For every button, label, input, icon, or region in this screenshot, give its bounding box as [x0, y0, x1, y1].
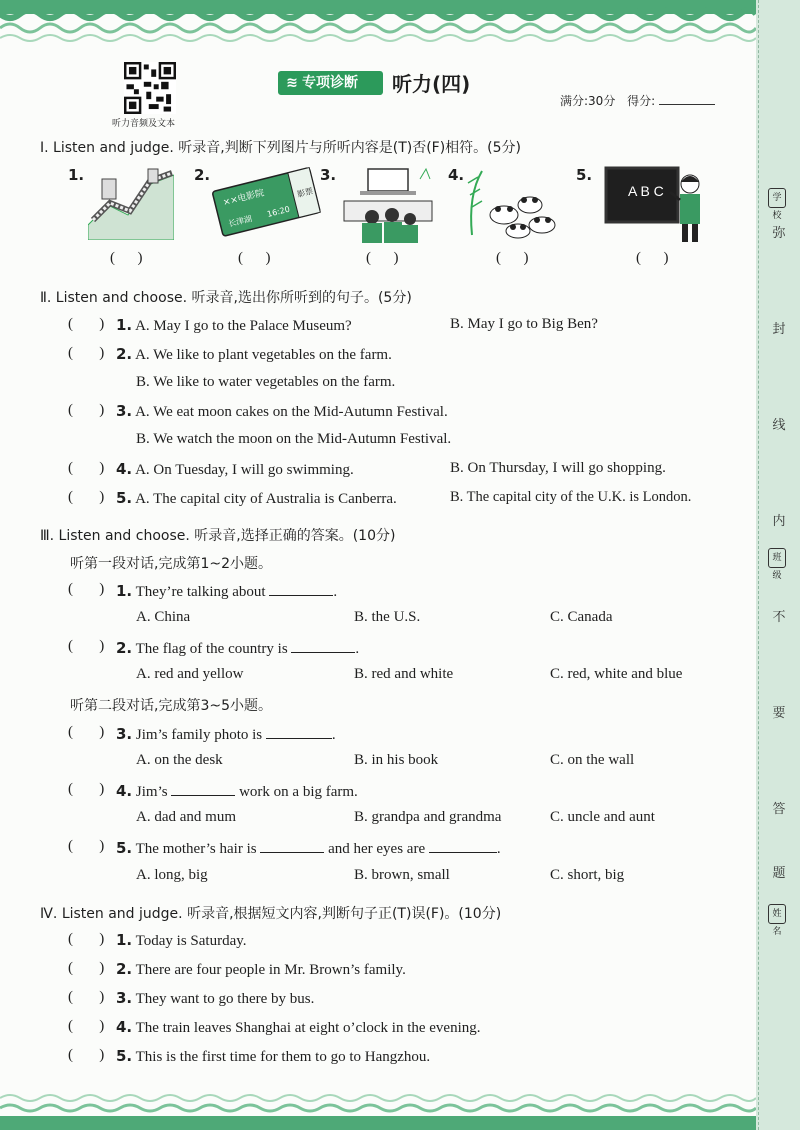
- answer-blank[interactable]: ( ): [496, 250, 529, 266]
- option-b: B. in his book: [354, 752, 439, 768]
- answer-blank[interactable]: ( ): [68, 989, 105, 1005]
- margin-char: 弥: [772, 226, 786, 241]
- option-c: C. short, big: [550, 867, 625, 883]
- margin-char: 封: [772, 322, 786, 337]
- option-b: B. We watch the moon on the Mid-Autumn Festival.: [136, 431, 452, 447]
- dialogue-2-instruction: 听第二段对话,完成第3~5小题。: [70, 698, 272, 714]
- section-1-heading: Ⅰ. Listen and judge. 听录音,判断下列图片与所听内容是(T)否(F)相符。(5分): [40, 140, 522, 156]
- margin-school-box: 学校: [768, 188, 786, 208]
- answer-blank[interactable]: ( ): [110, 250, 143, 266]
- option-b: B. red and white: [354, 666, 454, 682]
- margin-char: 不: [772, 610, 786, 625]
- question-2-4: 4. A. On Tuesday, I will go swimming.: [116, 460, 354, 478]
- statement-4-1: 1. Today is Saturday.: [116, 931, 247, 949]
- answer-blank[interactable]: ( ): [68, 345, 105, 361]
- question-3-4: 4. Jim’s work on a big farm.: [116, 782, 358, 800]
- answer-blank[interactable]: ( ): [238, 250, 271, 266]
- option-a: A. dad and mum: [136, 809, 236, 825]
- ticket-time: 16:20: [266, 204, 291, 219]
- option-b: B. the U.S.: [354, 609, 421, 625]
- picture-number: 2.: [194, 166, 211, 184]
- great-wall-picture: [88, 165, 174, 240]
- answer-blank[interactable]: ( ): [68, 960, 105, 976]
- answer-blank[interactable]: ( ): [68, 724, 105, 740]
- ticket-stub: 影票: [296, 186, 315, 200]
- pandas-picture: [462, 165, 562, 243]
- page-title: 听力(四): [392, 72, 471, 96]
- option-b: B. May I go to Big Ben?: [450, 316, 598, 332]
- classroom-tv-picture: [340, 165, 436, 245]
- margin-char: 要: [772, 706, 786, 721]
- section-badge: [278, 71, 383, 95]
- margin-char: 线: [772, 418, 786, 433]
- statement-4-4: 4. The train leaves Shanghai at eight o’clock in the evening.: [116, 1018, 481, 1036]
- question-3-3: 3. Jim’s family photo is .: [116, 725, 336, 743]
- option-b: B. The capital city of the U.K. is London.: [450, 489, 692, 505]
- option-b: B. On Thursday, I will go shopping.: [450, 460, 666, 476]
- answer-blank[interactable]: ( ): [68, 489, 105, 505]
- option-a: A. China: [136, 609, 191, 625]
- board-letters: A B C: [628, 183, 664, 199]
- margin-char: 答: [772, 802, 786, 817]
- margin-char: 题: [772, 866, 786, 881]
- option-a: A. red and yellow: [136, 666, 244, 682]
- ticket-cinema: ××电影院: [222, 188, 266, 209]
- cut-line: [758, 0, 760, 1130]
- top-wave-border: [0, 0, 756, 46]
- score-full: 满分:30分: [560, 94, 616, 108]
- picture-number: 4.: [448, 166, 465, 184]
- statement-4-3: 3. They want to go there by bus.: [116, 989, 315, 1007]
- picture-number: 5.: [576, 166, 593, 184]
- qr-caption: 听力音频及文本: [112, 119, 176, 129]
- question-3-5: 5. The mother’s hair is and her eyes are .: [116, 839, 501, 857]
- movie-ticket-picture: [210, 165, 322, 237]
- question-3-2: 2. The flag of the country is .: [116, 639, 360, 657]
- margin-name-box: 姓名: [768, 904, 786, 924]
- answer-blank[interactable]: ( ): [636, 250, 669, 266]
- question-2-1: 1. A. May I go to the Palace Museum?: [116, 316, 352, 334]
- score-label: 得分:: [627, 94, 656, 108]
- answer-blank[interactable]: ( ): [68, 316, 105, 332]
- question-2-2: 2. A. We like to plant vegetables on the farm.: [116, 345, 392, 363]
- question-2-3: 3. A. We eat moon cakes on the Mid-Autumn Festival.: [116, 402, 448, 420]
- qr-code-icon[interactable]: [124, 62, 176, 114]
- option-c: C. red, white and blue: [550, 666, 683, 682]
- option-c: C. Canada: [550, 609, 613, 625]
- statement-4-2: 2. There are four people in Mr. Brown’s family.: [116, 960, 406, 978]
- option-c: C. uncle and aunt: [550, 809, 655, 825]
- option-b: B. We like to water vegetables on the farm.: [136, 374, 396, 390]
- option-c: C. on the wall: [550, 752, 635, 768]
- section-2-heading: Ⅱ. Listen and choose. 听录音,选出你所听到的句子。(5分): [40, 290, 412, 306]
- picture-number: 1.: [68, 166, 85, 184]
- answer-blank[interactable]: ( ): [68, 460, 105, 476]
- statement-4-5: 5. This is the first time for them to go to Hangzhou.: [116, 1047, 431, 1065]
- section-4-heading: Ⅳ. Listen and judge. 听录音,根据短文内容,判断句子正(T)误(F)。(10分): [40, 906, 502, 922]
- ticket-film: 长津湖: [227, 214, 253, 229]
- question-2-5: 5. A. The capital city of Australia is Canberra.: [116, 489, 397, 507]
- margin-char: 内: [772, 514, 786, 529]
- answer-blank[interactable]: ( ): [68, 1047, 105, 1063]
- bottom-wave-border: [0, 1090, 756, 1130]
- wave-icon: ≋: [286, 75, 298, 91]
- dialogue-1-instruction: 听第一段对话,完成第1~2小题。: [70, 556, 272, 572]
- score-line: [560, 92, 715, 109]
- score-blank[interactable]: [659, 104, 715, 105]
- answer-blank[interactable]: ( ): [68, 931, 105, 947]
- answer-blank[interactable]: ( ): [68, 581, 105, 597]
- picture-number: 3.: [320, 166, 337, 184]
- option-b: B. brown, small: [354, 867, 450, 883]
- answer-blank[interactable]: ( ): [68, 838, 105, 854]
- answer-blank[interactable]: ( ): [68, 402, 105, 418]
- section-3-heading: Ⅲ. Listen and choose. 听录音,选择正确的答案。(10分): [40, 528, 396, 544]
- answer-blank[interactable]: ( ): [366, 250, 399, 266]
- option-b: B. grandpa and grandma: [354, 809, 502, 825]
- question-3-1: 1. They’re talking about .: [116, 582, 338, 600]
- option-a: A. long, big: [136, 867, 208, 883]
- option-a: A. on the desk: [136, 752, 223, 768]
- answer-blank[interactable]: ( ): [68, 781, 105, 797]
- margin-class-box: 班级: [768, 548, 786, 568]
- badge-label: 专项诊断: [302, 75, 358, 91]
- answer-blank[interactable]: ( ): [68, 638, 105, 654]
- blackboard-teacher-picture: [604, 166, 708, 242]
- answer-blank[interactable]: ( ): [68, 1018, 105, 1034]
